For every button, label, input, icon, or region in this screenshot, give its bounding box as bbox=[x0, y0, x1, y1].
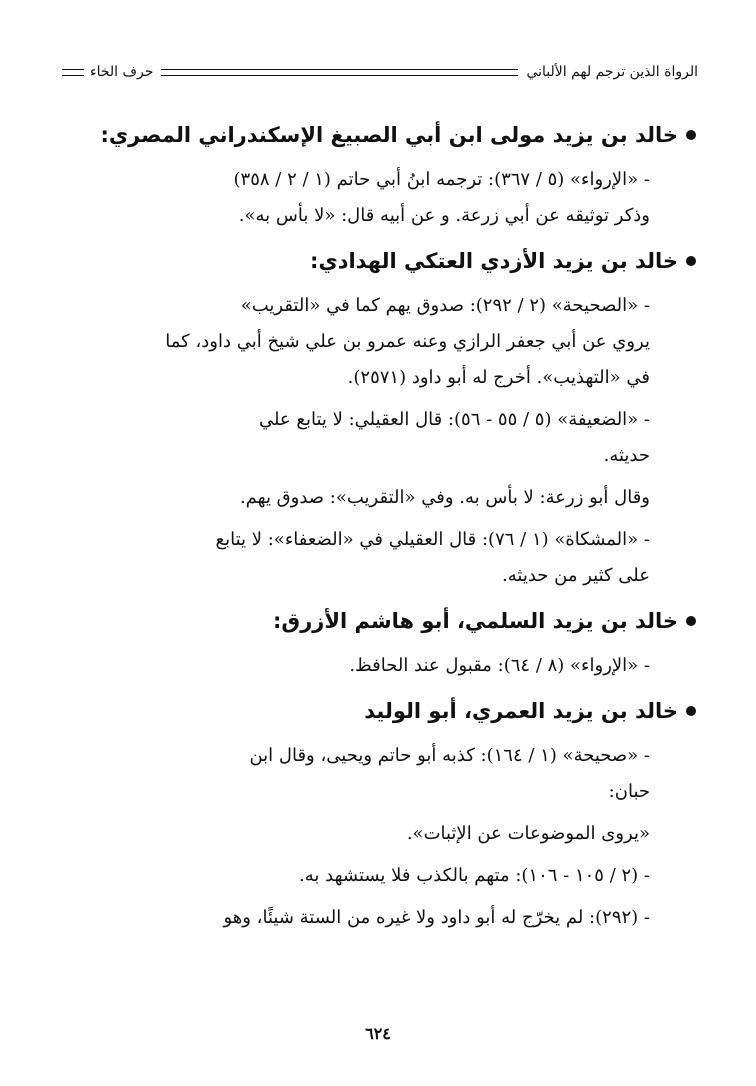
narrator-entry bbox=[68, 240, 696, 594]
entry-heading bbox=[68, 600, 696, 642]
entry-heading-text: خالد بن يزيد الأزدي العتكي الهدادي: bbox=[310, 249, 678, 273]
entry-heading bbox=[68, 690, 696, 732]
text-line: - «الإرواء» (٥ / ٣٦٧): ترجمه ابنُ أبي حاتم (١ / ٢ / ٣٥٨) bbox=[233, 169, 650, 190]
narrator-entry bbox=[68, 690, 696, 936]
citation-paragraph bbox=[68, 402, 696, 474]
entry-heading bbox=[68, 240, 696, 282]
text-line: - «المشكاة» (١ / ٧٦): قال العقيلي في «الضعفاء»: لا يتابع bbox=[215, 529, 650, 550]
citation-paragraph bbox=[68, 522, 696, 594]
citation-paragraph bbox=[68, 900, 696, 936]
book-title: الرواة الذين ترجم لهم الألباني bbox=[526, 64, 698, 80]
text-line: - (٢ / ١٠٥ - ١٠٦): متهم بالكذب فلا يستشهد به. bbox=[299, 865, 650, 886]
text-line: - «الضعيفة» (٥ / ٥٥ - ٥٦): قال العقيلي: لا يتابع علي bbox=[258, 409, 650, 430]
text-line: حبان: bbox=[608, 781, 650, 802]
citation-paragraph bbox=[68, 648, 696, 684]
header-rule-short bbox=[62, 69, 84, 76]
text-line: - «الصحيحة» (٢ / ٢٩٢): صدوق يهم كما في «التقريب» bbox=[240, 295, 650, 316]
citation-paragraph bbox=[68, 480, 696, 516]
page-number: ٦٢٤ bbox=[365, 1024, 391, 1043]
narrator-entry bbox=[68, 114, 696, 234]
text-line: - «صحيحة» (١ / ١٦٤): كذبه أبو حاتم ويحيى، وقال ابن bbox=[249, 745, 650, 766]
text-line: - «الإرواء» (٨ / ٦٤): مقبول عند الحافظ. bbox=[349, 655, 650, 676]
citation-paragraph bbox=[68, 816, 696, 852]
text-line: وقال أبو زرعة: لا بأس به. وفي «التقريب»: صدوق يهم. bbox=[239, 487, 650, 508]
narrator-entry bbox=[68, 600, 696, 684]
running-header bbox=[62, 60, 698, 84]
citation-paragraph bbox=[68, 738, 696, 810]
entry-heading-text: خالد بن يزيد مولى ابن أبي الصبيغ الإسكندراني المصري: bbox=[100, 123, 678, 147]
text-line: «يروى الموضوعات عن الإثبات». bbox=[406, 823, 650, 844]
bullet-icon bbox=[686, 256, 696, 266]
entry-heading-text: خالد بن يزيد السلمي، أبو هاشم الأزرق: bbox=[273, 609, 678, 633]
bullet-icon bbox=[686, 130, 696, 140]
entry-heading-text: خالد بن يزيد العمري، أبو الوليد bbox=[364, 699, 678, 723]
bullet-icon bbox=[686, 706, 696, 716]
text-line: وذكر توثيقه عن أبي زرعة. و عن أبيه قال: «لا بأس به». bbox=[238, 205, 650, 226]
citation-paragraph bbox=[68, 162, 696, 234]
text-line: حديثه. bbox=[603, 445, 650, 466]
bullet-icon bbox=[686, 616, 696, 626]
text-line: على كثير من حديثه. bbox=[502, 565, 650, 586]
body-text bbox=[68, 110, 696, 942]
chapter-title: حرف الخاء bbox=[90, 64, 154, 80]
text-line: يروي عن أبي جعفر الرازي وعنه عمرو بن علي شيخ أبي داود، كما bbox=[165, 331, 650, 352]
citation-paragraph bbox=[68, 858, 696, 894]
header-rule bbox=[161, 69, 518, 76]
text-line: - (٢٩٢): لم يخرّج له أبو داود ولا غيره من الستة شيئًا، وهو bbox=[223, 907, 650, 928]
text-line: في «التهذيب». أخرج له أبو داود (٢٥٧١). bbox=[347, 367, 650, 388]
citation-paragraph bbox=[68, 288, 696, 396]
entry-heading bbox=[68, 114, 696, 156]
